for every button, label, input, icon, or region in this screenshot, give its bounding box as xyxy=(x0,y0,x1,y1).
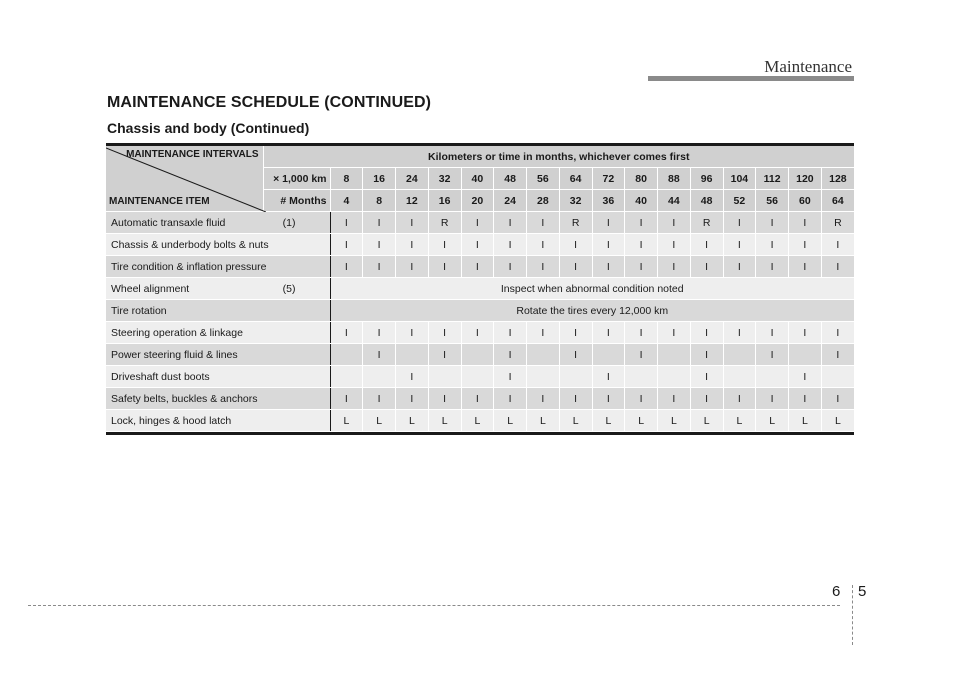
schedule-cell xyxy=(396,344,429,366)
row-merged-instruction: Inspect when abnormal condition noted xyxy=(330,278,854,300)
row-item-label: Tire condition & inflation pressure xyxy=(111,260,267,273)
schedule-cell xyxy=(658,344,691,366)
months-header-label: # Months xyxy=(263,190,330,212)
schedule-cell xyxy=(527,366,560,388)
schedule-cell: I xyxy=(494,322,527,344)
months-header-value: 44 xyxy=(658,190,691,212)
row-item-cell xyxy=(106,410,330,432)
schedule-cell: I xyxy=(592,322,625,344)
page-title: MAINTENANCE SCHEDULE (CONTINUED) xyxy=(107,94,432,111)
row-item-label: Safety belts, buckles & anchors xyxy=(111,392,258,405)
schedule-cell: I xyxy=(756,322,789,344)
schedule-cell: I xyxy=(363,234,396,256)
schedule-cell: I xyxy=(821,322,854,344)
km-header-value: 8 xyxy=(330,168,363,190)
schedule-cell: I xyxy=(363,212,396,234)
schedule-cell: I xyxy=(559,344,592,366)
schedule-cell: I xyxy=(658,388,691,410)
schedule-cell: L xyxy=(396,410,429,432)
schedule-cell: L xyxy=(658,410,691,432)
km-header-value: 16 xyxy=(363,168,396,190)
schedule-cell: I xyxy=(428,322,461,344)
schedule-cell xyxy=(821,366,854,388)
corner-item-label: MAINTENANCE ITEM xyxy=(109,196,210,207)
schedule-cell xyxy=(461,366,494,388)
schedule-cell: L xyxy=(789,410,822,432)
schedule-cell: I xyxy=(821,234,854,256)
schedule-cell: I xyxy=(821,344,854,366)
schedule-cell: I xyxy=(723,256,756,278)
schedule-cell: L xyxy=(330,410,363,432)
schedule-cell: I xyxy=(625,256,658,278)
schedule-cell: I xyxy=(396,388,429,410)
schedule-cell: I xyxy=(428,234,461,256)
footer-divider xyxy=(852,585,853,645)
schedule-cell: R xyxy=(428,212,461,234)
schedule-cell: I xyxy=(723,234,756,256)
months-header-value: 60 xyxy=(789,190,822,212)
schedule-cell: I xyxy=(396,322,429,344)
schedule-cell xyxy=(363,366,396,388)
schedule-cell: I xyxy=(789,212,822,234)
months-header-value: 24 xyxy=(494,190,527,212)
maintenance-table xyxy=(106,143,854,435)
schedule-cell: I xyxy=(396,234,429,256)
schedule-cell: I xyxy=(789,234,822,256)
months-header-value: 32 xyxy=(559,190,592,212)
schedule-cell xyxy=(723,366,756,388)
schedule-cell xyxy=(756,366,789,388)
schedule-cell: L xyxy=(527,410,560,432)
schedule-cell: I xyxy=(625,322,658,344)
schedule-cell xyxy=(559,366,592,388)
schedule-cell: I xyxy=(494,234,527,256)
row-item-label: Power steering fluid & lines xyxy=(111,348,238,361)
schedule-cell: I xyxy=(363,256,396,278)
schedule-cell: I xyxy=(690,256,723,278)
schedule-cell: L xyxy=(756,410,789,432)
schedule-cell: I xyxy=(658,212,691,234)
schedule-cell: I xyxy=(592,256,625,278)
table-row xyxy=(106,300,854,322)
km-header-value: 104 xyxy=(723,168,756,190)
table-row xyxy=(106,388,854,410)
row-item-label: Wheel alignment xyxy=(111,282,190,295)
schedule-cell: R xyxy=(690,212,723,234)
schedule-cell: I xyxy=(494,256,527,278)
months-header-value: 40 xyxy=(625,190,658,212)
schedule-cell: I xyxy=(527,388,560,410)
table-row xyxy=(106,344,854,366)
interval-span-header: Kilometers or time in months, whichever comes first xyxy=(263,146,854,168)
schedule-cell: I xyxy=(723,322,756,344)
row-item-cell xyxy=(106,344,330,366)
schedule-cell xyxy=(527,344,560,366)
schedule-cell: I xyxy=(756,256,789,278)
row-item-cell xyxy=(106,278,330,300)
corner-intervals-label: MAINTENANCE INTERVALS xyxy=(126,149,259,160)
schedule-cell: L xyxy=(723,410,756,432)
row-item-note: (5) xyxy=(282,282,296,295)
schedule-cell: L xyxy=(494,410,527,432)
schedule-cell: I xyxy=(363,344,396,366)
schedule-cell: I xyxy=(330,212,363,234)
table-row xyxy=(106,410,854,432)
schedule-cell: I xyxy=(690,366,723,388)
schedule-cell: I xyxy=(527,234,560,256)
schedule-cell: I xyxy=(363,388,396,410)
row-item-label: Lock, hinges & hood latch xyxy=(111,414,232,427)
schedule-cell: I xyxy=(330,322,363,344)
table-row xyxy=(106,234,854,256)
schedule-cell: I xyxy=(527,256,560,278)
schedule-cell xyxy=(658,366,691,388)
schedule-cell: I xyxy=(330,256,363,278)
km-header-value: 112 xyxy=(756,168,789,190)
schedule-cell: I xyxy=(723,388,756,410)
row-item-note: (1) xyxy=(282,216,296,229)
km-header-value: 96 xyxy=(690,168,723,190)
schedule-cell: I xyxy=(625,344,658,366)
km-header-value: 120 xyxy=(789,168,822,190)
schedule-cell xyxy=(723,344,756,366)
months-header-value: 48 xyxy=(690,190,723,212)
row-item-cell xyxy=(106,300,330,322)
schedule-cell: I xyxy=(330,388,363,410)
schedule-cell: I xyxy=(363,322,396,344)
months-header-value: 56 xyxy=(756,190,789,212)
row-item-cell xyxy=(106,388,330,410)
schedule-cell: I xyxy=(461,212,494,234)
schedule-cell: I xyxy=(592,366,625,388)
row-item-cell xyxy=(106,212,330,234)
schedule-cell: I xyxy=(461,322,494,344)
schedule-cell xyxy=(461,344,494,366)
schedule-cell: I xyxy=(658,256,691,278)
km-header-value: 80 xyxy=(625,168,658,190)
schedule-cell: L xyxy=(363,410,396,432)
schedule-cell: I xyxy=(494,344,527,366)
schedule-cell: I xyxy=(690,388,723,410)
header-bar xyxy=(648,76,854,81)
schedule-cell: I xyxy=(494,212,527,234)
schedule-cell: I xyxy=(494,388,527,410)
km-header-value: 32 xyxy=(428,168,461,190)
schedule-cell: I xyxy=(756,212,789,234)
km-header-value: 64 xyxy=(559,168,592,190)
km-header-value: 56 xyxy=(527,168,560,190)
schedule-cell: I xyxy=(428,388,461,410)
schedule-cell: I xyxy=(494,366,527,388)
schedule-cell: I xyxy=(461,256,494,278)
schedule-cell: I xyxy=(690,344,723,366)
schedule-cell: I xyxy=(527,212,560,234)
km-header-value: 40 xyxy=(461,168,494,190)
row-item-label: Steering operation & linkage xyxy=(111,326,243,339)
row-item-cell xyxy=(106,256,330,278)
row-item-cell xyxy=(106,322,330,344)
table-row xyxy=(106,322,854,344)
row-item-label: Automatic transaxle fluid xyxy=(111,216,226,229)
schedule-cell: I xyxy=(756,234,789,256)
schedule-cell: I xyxy=(756,388,789,410)
schedule-cell: I xyxy=(559,322,592,344)
schedule-cell: I xyxy=(658,234,691,256)
schedule-cell: I xyxy=(396,256,429,278)
schedule-cell: I xyxy=(789,256,822,278)
schedule-cell: I xyxy=(821,388,854,410)
table-corner-header xyxy=(106,146,263,212)
page-section: 6 xyxy=(832,583,841,600)
schedule-cell: L xyxy=(559,410,592,432)
schedule-cell: I xyxy=(396,366,429,388)
schedule-cell xyxy=(789,344,822,366)
footer-rule xyxy=(28,605,840,606)
page-number: 5 xyxy=(858,583,867,600)
schedule-cell: I xyxy=(461,234,494,256)
schedule-cell: I xyxy=(592,212,625,234)
schedule-cell: I xyxy=(592,234,625,256)
km-header-value: 72 xyxy=(592,168,625,190)
months-header-value: 52 xyxy=(723,190,756,212)
schedule-cell: L xyxy=(592,410,625,432)
schedule-cell: I xyxy=(428,256,461,278)
months-header-value: 8 xyxy=(363,190,396,212)
schedule-cell: I xyxy=(428,344,461,366)
table-row xyxy=(106,212,854,234)
months-header-value: 28 xyxy=(527,190,560,212)
km-header-value: 88 xyxy=(658,168,691,190)
schedule-cell: I xyxy=(625,234,658,256)
schedule-cell: L xyxy=(461,410,494,432)
months-header-value: 36 xyxy=(592,190,625,212)
schedule-cell: I xyxy=(821,256,854,278)
schedule-cell: I xyxy=(690,322,723,344)
schedule-cell: I xyxy=(690,234,723,256)
schedule-cell xyxy=(625,366,658,388)
schedule-cell: L xyxy=(625,410,658,432)
months-header-value: 16 xyxy=(428,190,461,212)
schedule-cell: I xyxy=(789,322,822,344)
row-item-label: Chassis & underbody bolts & nuts xyxy=(111,238,269,251)
row-merged-instruction: Rotate the tires every 12,000 km xyxy=(330,300,854,322)
schedule-cell: I xyxy=(658,322,691,344)
schedule-cell: I xyxy=(330,234,363,256)
km-header-value: 48 xyxy=(494,168,527,190)
row-item-cell xyxy=(106,366,330,388)
table-row xyxy=(106,366,854,388)
km-header-value: 128 xyxy=(821,168,854,190)
schedule-cell xyxy=(428,366,461,388)
table-row xyxy=(106,256,854,278)
months-header-value: 4 xyxy=(330,190,363,212)
km-header-value: 24 xyxy=(396,168,429,190)
row-item-label: Driveshaft dust boots xyxy=(111,370,210,383)
schedule-cell: I xyxy=(756,344,789,366)
schedule-cell: I xyxy=(396,212,429,234)
schedule-cell: I xyxy=(527,322,560,344)
schedule-cell xyxy=(330,366,363,388)
schedule-cell: I xyxy=(559,388,592,410)
months-header-value: 64 xyxy=(821,190,854,212)
months-header-value: 12 xyxy=(396,190,429,212)
km-header-label: × 1,000 km xyxy=(263,168,330,190)
schedule-cell: L xyxy=(428,410,461,432)
schedule-cell: I xyxy=(723,212,756,234)
section-title: Maintenance xyxy=(764,57,852,76)
schedule-cell: R xyxy=(821,212,854,234)
table-bottom-rule xyxy=(106,432,854,435)
table-row xyxy=(106,278,854,300)
section-subtitle: Chassis and body (Continued) xyxy=(107,120,310,136)
schedule-cell: L xyxy=(821,410,854,432)
schedule-cell: I xyxy=(461,388,494,410)
schedule-cell: I xyxy=(625,388,658,410)
months-header-value: 20 xyxy=(461,190,494,212)
schedule-cell xyxy=(330,344,363,366)
row-item-cell xyxy=(106,234,330,256)
schedule-cell xyxy=(592,344,625,366)
schedule-cell: L xyxy=(690,410,723,432)
schedule-cell: R xyxy=(559,212,592,234)
schedule-cell: I xyxy=(559,234,592,256)
schedule-cell: I xyxy=(789,366,822,388)
schedule-cell: I xyxy=(625,212,658,234)
schedule-cell: I xyxy=(559,256,592,278)
schedule-cell: I xyxy=(789,388,822,410)
row-item-label: Tire rotation xyxy=(111,304,167,317)
schedule-cell: I xyxy=(592,388,625,410)
